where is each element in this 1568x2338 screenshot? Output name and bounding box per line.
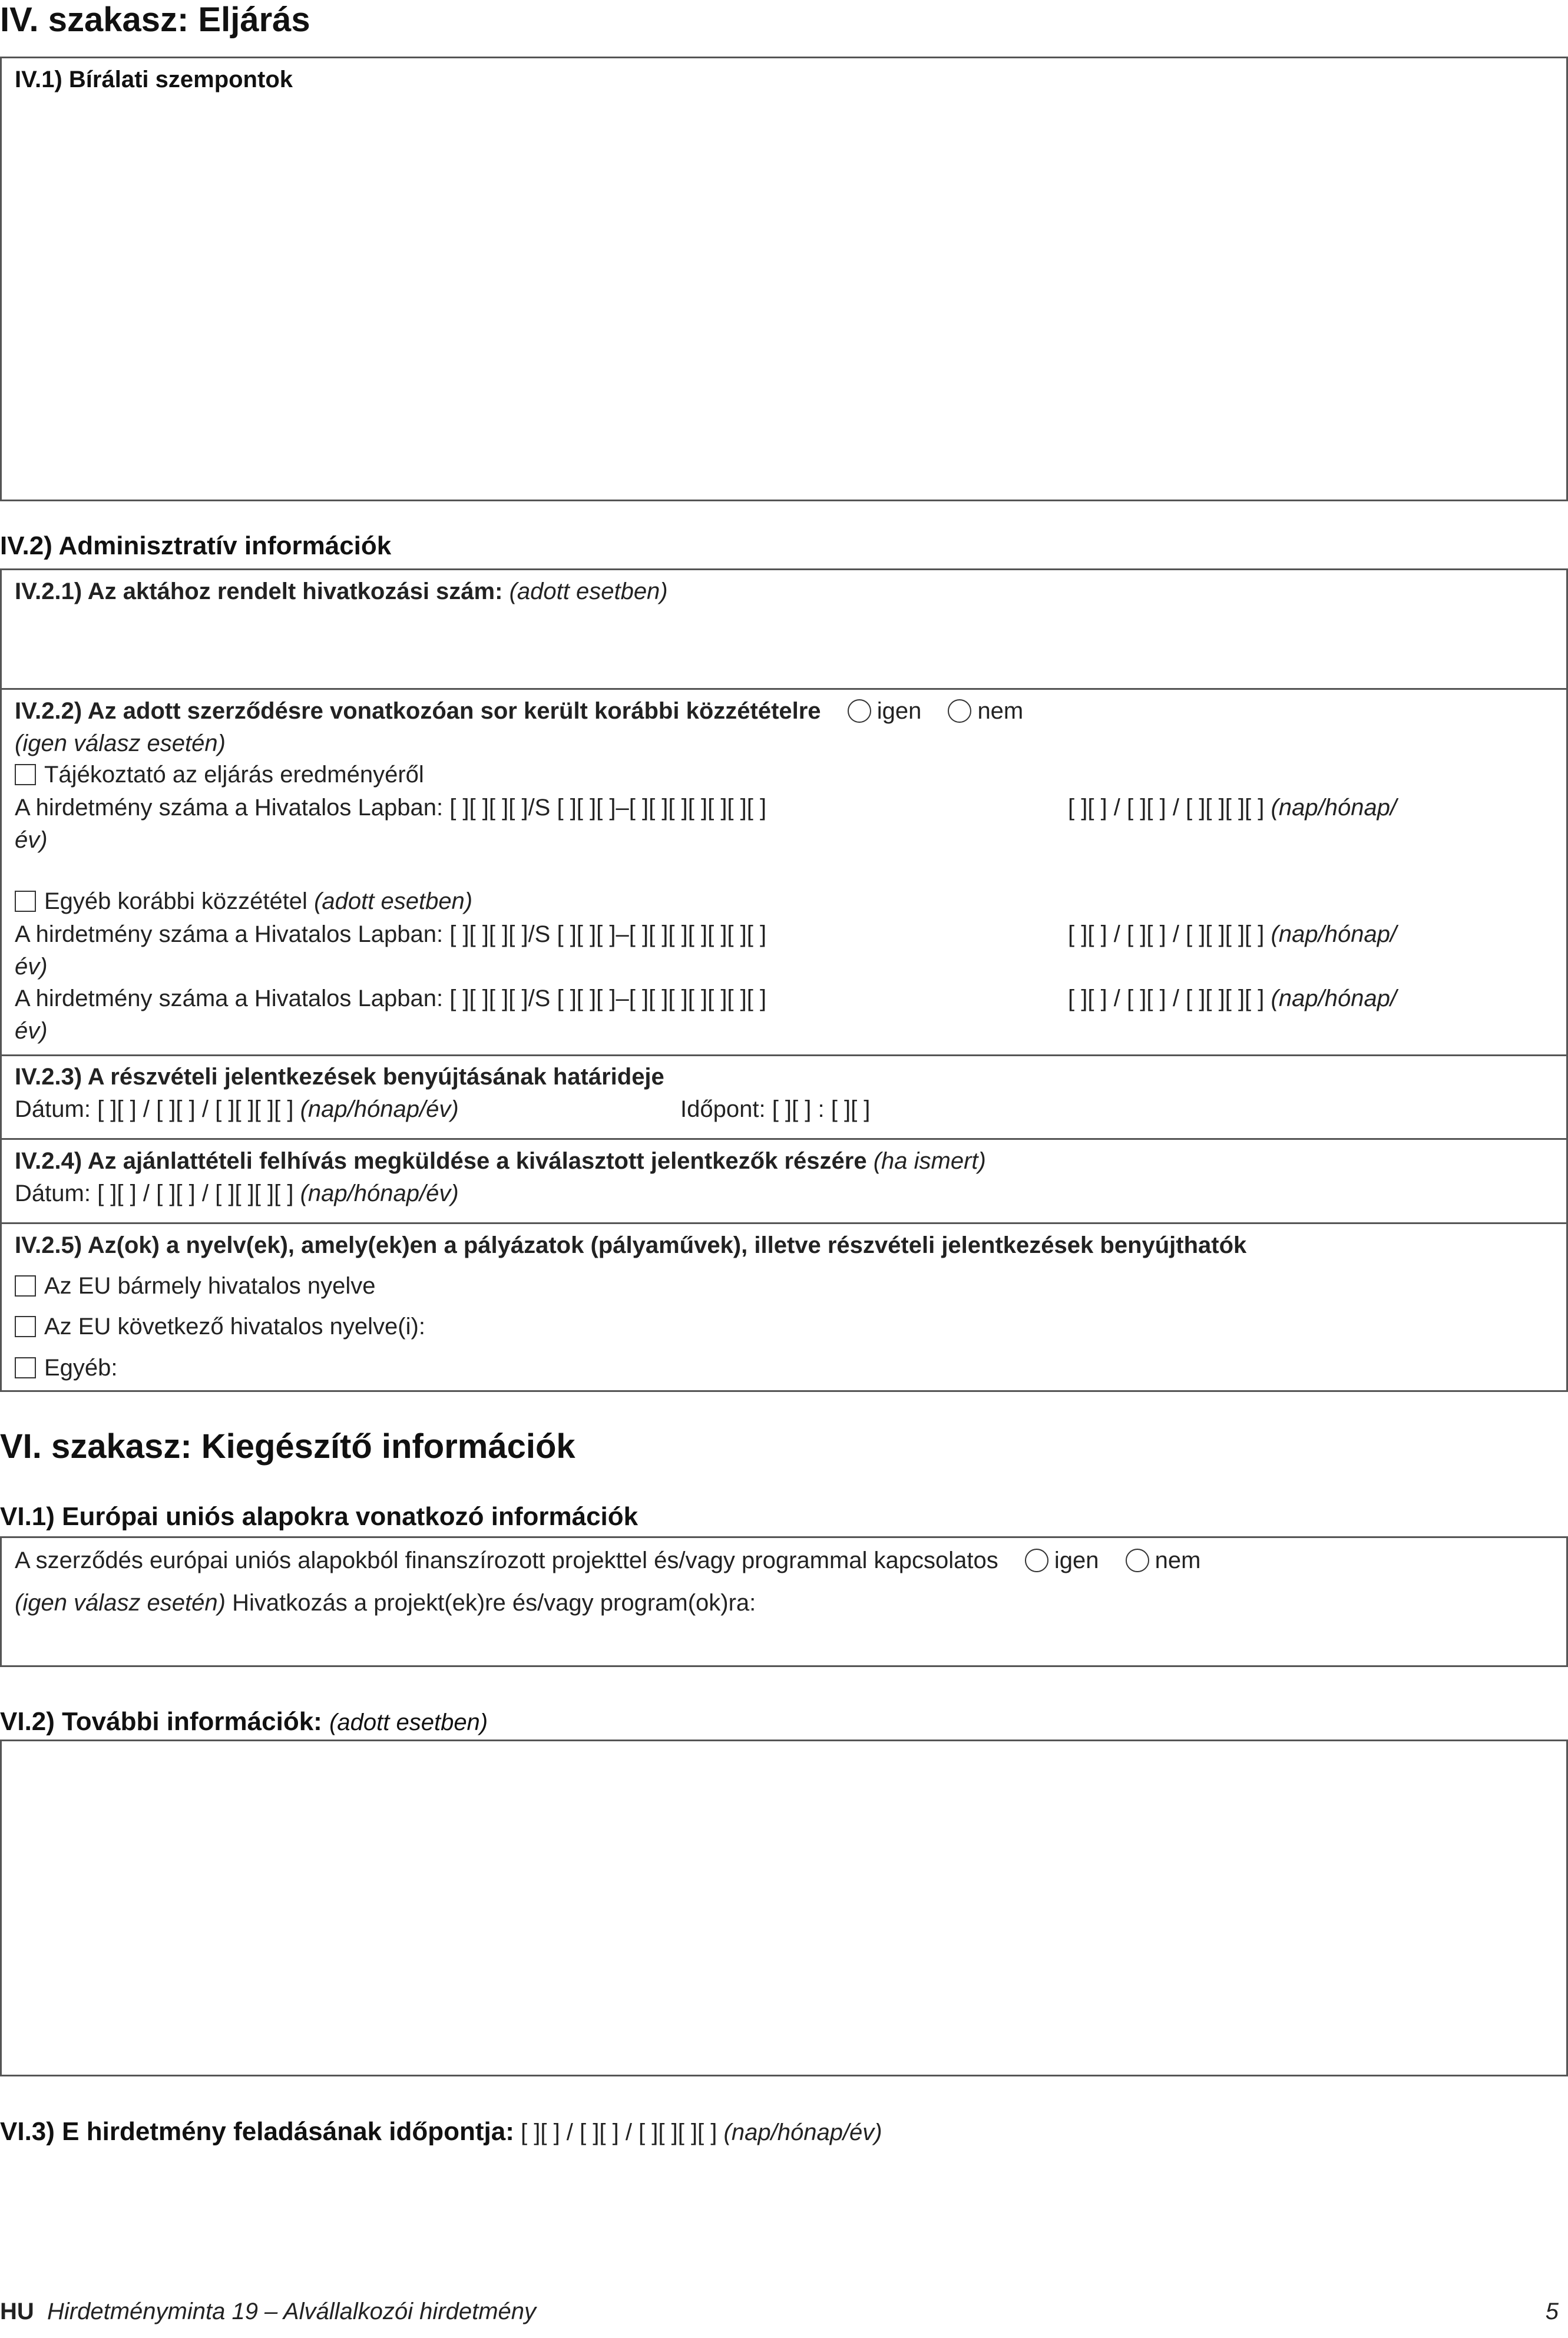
vi2-row [0, 1707, 488, 1737]
other-prior-checkbox[interactable] [15, 891, 36, 912]
iv22-yes-label: igen [876, 698, 922, 724]
vi2-box[interactable] [0, 1740, 1568, 2076]
footer-lang: HU [0, 2299, 34, 2324]
notice-number-line-3 [15, 986, 766, 1012]
iv1-title: IV.1) Bírálati szempontok [15, 67, 293, 92]
iv25-option-any [15, 1273, 375, 1299]
prior-info-checkbox[interactable] [15, 764, 36, 785]
iv21-title: IV.2.1) Az aktához rendelt hivatkozási szám: [15, 578, 503, 604]
vi1-question-row [15, 1547, 1200, 1574]
vi3-row [0, 2117, 882, 2147]
notice-date-field[interactable]: [ ][ ] / [ ][ ] / [ ][ ][ ][ ] [1068, 986, 1265, 1011]
option-any-checkbox[interactable] [15, 1275, 36, 1297]
prior-info-label: Tájékoztató az eljárás eredményéről [44, 762, 424, 788]
vi1-title: VI.1) Európai uniós alapokra vonatkozó információk [0, 1502, 639, 1531]
iv24-title: IV.2.4) Az ajánlattételi felhívás megküldése a kiválasztott jelentkezők részére [15, 1148, 867, 1174]
notice-number-label: A hirdetmény száma a Hivatalos Lapban: [15, 921, 444, 947]
option-other-label: Egyéb: [44, 1355, 118, 1381]
iv1-box [0, 57, 1568, 501]
notice-number-line-2 [15, 921, 766, 948]
date-hint: (nap/hónap/ [1271, 921, 1397, 947]
notice-date-field[interactable]: [ ][ ] / [ ][ ] / [ ][ ][ ][ ] [1068, 921, 1265, 947]
other-prior-row [15, 888, 472, 915]
divider [0, 1222, 1568, 1224]
vi1-no-label: nem [1155, 1547, 1201, 1573]
option-any-label: Az EU bármely hivatalos nyelve [44, 1273, 376, 1299]
iv23-time-row [680, 1096, 870, 1123]
date-hint-wrap: év) [15, 827, 48, 853]
notice-number-field[interactable]: [ ][ ][ ][ ]/S [ ][ ][ ]–[ ][ ][ ][ ][ ][ ][ ] [449, 795, 767, 821]
date-hint-wrap: év) [15, 954, 48, 980]
iv24-note: (ha ismert) [873, 1148, 986, 1174]
notice-date-field[interactable]: [ ][ ] / [ ][ ] / [ ][ ][ ][ ] [1068, 795, 1265, 821]
option-following-label: Az EU következő hivatalos nyelve(i): [44, 1314, 425, 1340]
notice-number-label: A hirdetmény száma a Hivatalos Lapban: [15, 986, 444, 1011]
vi3-date-field[interactable]: [ ][ ] / [ ][ ] / [ ][ ][ ][ ] [521, 2119, 717, 2145]
vi1-yes-note: (igen válasz esetén) [15, 1590, 226, 1616]
iv25-option-other [15, 1355, 118, 1381]
notice-number-line-1 [15, 795, 766, 821]
date-hint: (nap/hónap/ [1271, 986, 1397, 1011]
iv25-title: IV.2.5) Az(ok) a nyelv(ek), amely(ek)en a pályázatok (pályaművek), illetve részvételi jelentkezések benyújthatók [15, 1232, 1247, 1258]
other-prior-note: (adott esetben) [314, 888, 473, 914]
divider [0, 688, 1568, 690]
vi1-yes-radio[interactable] [1025, 1549, 1048, 1572]
iv21-note: (adott esetben) [509, 578, 668, 604]
iv24-row [15, 1148, 986, 1175]
section-6-title: VI. szakasz: Kiegészítő információk [0, 1427, 575, 1466]
iv23-date-label: Dátum: [15, 1096, 91, 1122]
footer [0, 2299, 536, 2325]
iv23-date-field[interactable]: [ ][ ] / [ ][ ] / [ ][ ][ ][ ] [97, 1096, 294, 1122]
iv2-box [0, 568, 1568, 1392]
vi1-yes-label: igen [1054, 1547, 1099, 1573]
iv25-option-following [15, 1314, 425, 1340]
iv22-row [15, 698, 1023, 725]
vi1-no-radio[interactable] [1126, 1549, 1149, 1572]
vi1-question: A szerződés európai uniós alapokból finanszírozott projekttel és/vagy programmal kapcsolatos [15, 1547, 998, 1573]
iv24-date-field[interactable]: [ ][ ] / [ ][ ] / [ ][ ][ ][ ] [97, 1180, 294, 1206]
date-hint: (nap/hónap/ [1271, 795, 1397, 821]
vi1-box [0, 1536, 1568, 1667]
date-hint-wrap: év) [15, 1018, 48, 1044]
iv23-date-row [15, 1096, 459, 1123]
vi1-reference-row [15, 1590, 756, 1616]
iv22-yes-radio[interactable] [848, 699, 871, 723]
iv22-no-label: nem [977, 698, 1024, 724]
option-other-checkbox[interactable] [15, 1357, 36, 1378]
notice-date-line-1 [1068, 795, 1397, 821]
notice-date-line-2 [1068, 921, 1397, 948]
notice-number-label: A hirdetmény száma a Hivatalos Lapban: [15, 795, 444, 821]
iv23-time-label: Időpont: [680, 1096, 766, 1122]
iv22-prior-info-row [15, 762, 424, 788]
option-following-checkbox[interactable] [15, 1316, 36, 1337]
notice-number-field[interactable]: [ ][ ][ ][ ]/S [ ][ ][ ]–[ ][ ][ ][ ][ ][ ][ ] [449, 921, 767, 947]
vi1-reference-label: Hivatkozás a projekt(ek)re és/vagy program(ok)ra: [232, 1590, 756, 1616]
notice-date-line-3 [1068, 986, 1397, 1012]
vi3-date-hint: (nap/hónap/év) [723, 2119, 882, 2145]
iv22-no-radio[interactable] [948, 699, 971, 723]
iv23-title: IV.2.3) A részvételi jelentkezések benyújtásának határideje [15, 1064, 664, 1090]
other-prior-label: Egyéb korábbi közzététel [44, 888, 307, 914]
iv22-title: IV.2.2) Az adott szerződésre vonatkozóan sor került korábbi közzétételre [15, 698, 821, 724]
section-4-title: IV. szakasz: Eljárás [0, 1, 310, 39]
iv24-date-row [15, 1180, 459, 1207]
vi2-title: VI.2) További információk: [0, 1707, 322, 1736]
iv24-date-hint: (nap/hónap/év) [300, 1180, 459, 1206]
iv23-date-hint: (nap/hónap/év) [300, 1096, 459, 1122]
iv24-date-label: Dátum: [15, 1180, 91, 1206]
vi2-note: (adott esetben) [329, 1709, 488, 1735]
iv21-row [15, 578, 668, 605]
notice-number-field[interactable]: [ ][ ][ ][ ]/S [ ][ ][ ]–[ ][ ][ ][ ][ ][ ][ ] [449, 986, 767, 1011]
iv2-title: IV.2) Adminisztratív információk [0, 531, 392, 560]
iv23-time-field[interactable]: [ ][ ] : [ ][ ] [772, 1096, 871, 1122]
footer-page-number: 5 [1545, 2299, 1559, 2324]
divider [0, 1138, 1568, 1140]
iv22-yes-note: (igen válasz esetén) [15, 730, 226, 756]
vi3-title: VI.3) E hirdetmény feladásának időpontja: [0, 2117, 514, 2146]
footer-form-name: Hirdetményminta 19 – Alvállalkozói hirdetmény [47, 2299, 537, 2324]
divider [0, 1054, 1568, 1056]
